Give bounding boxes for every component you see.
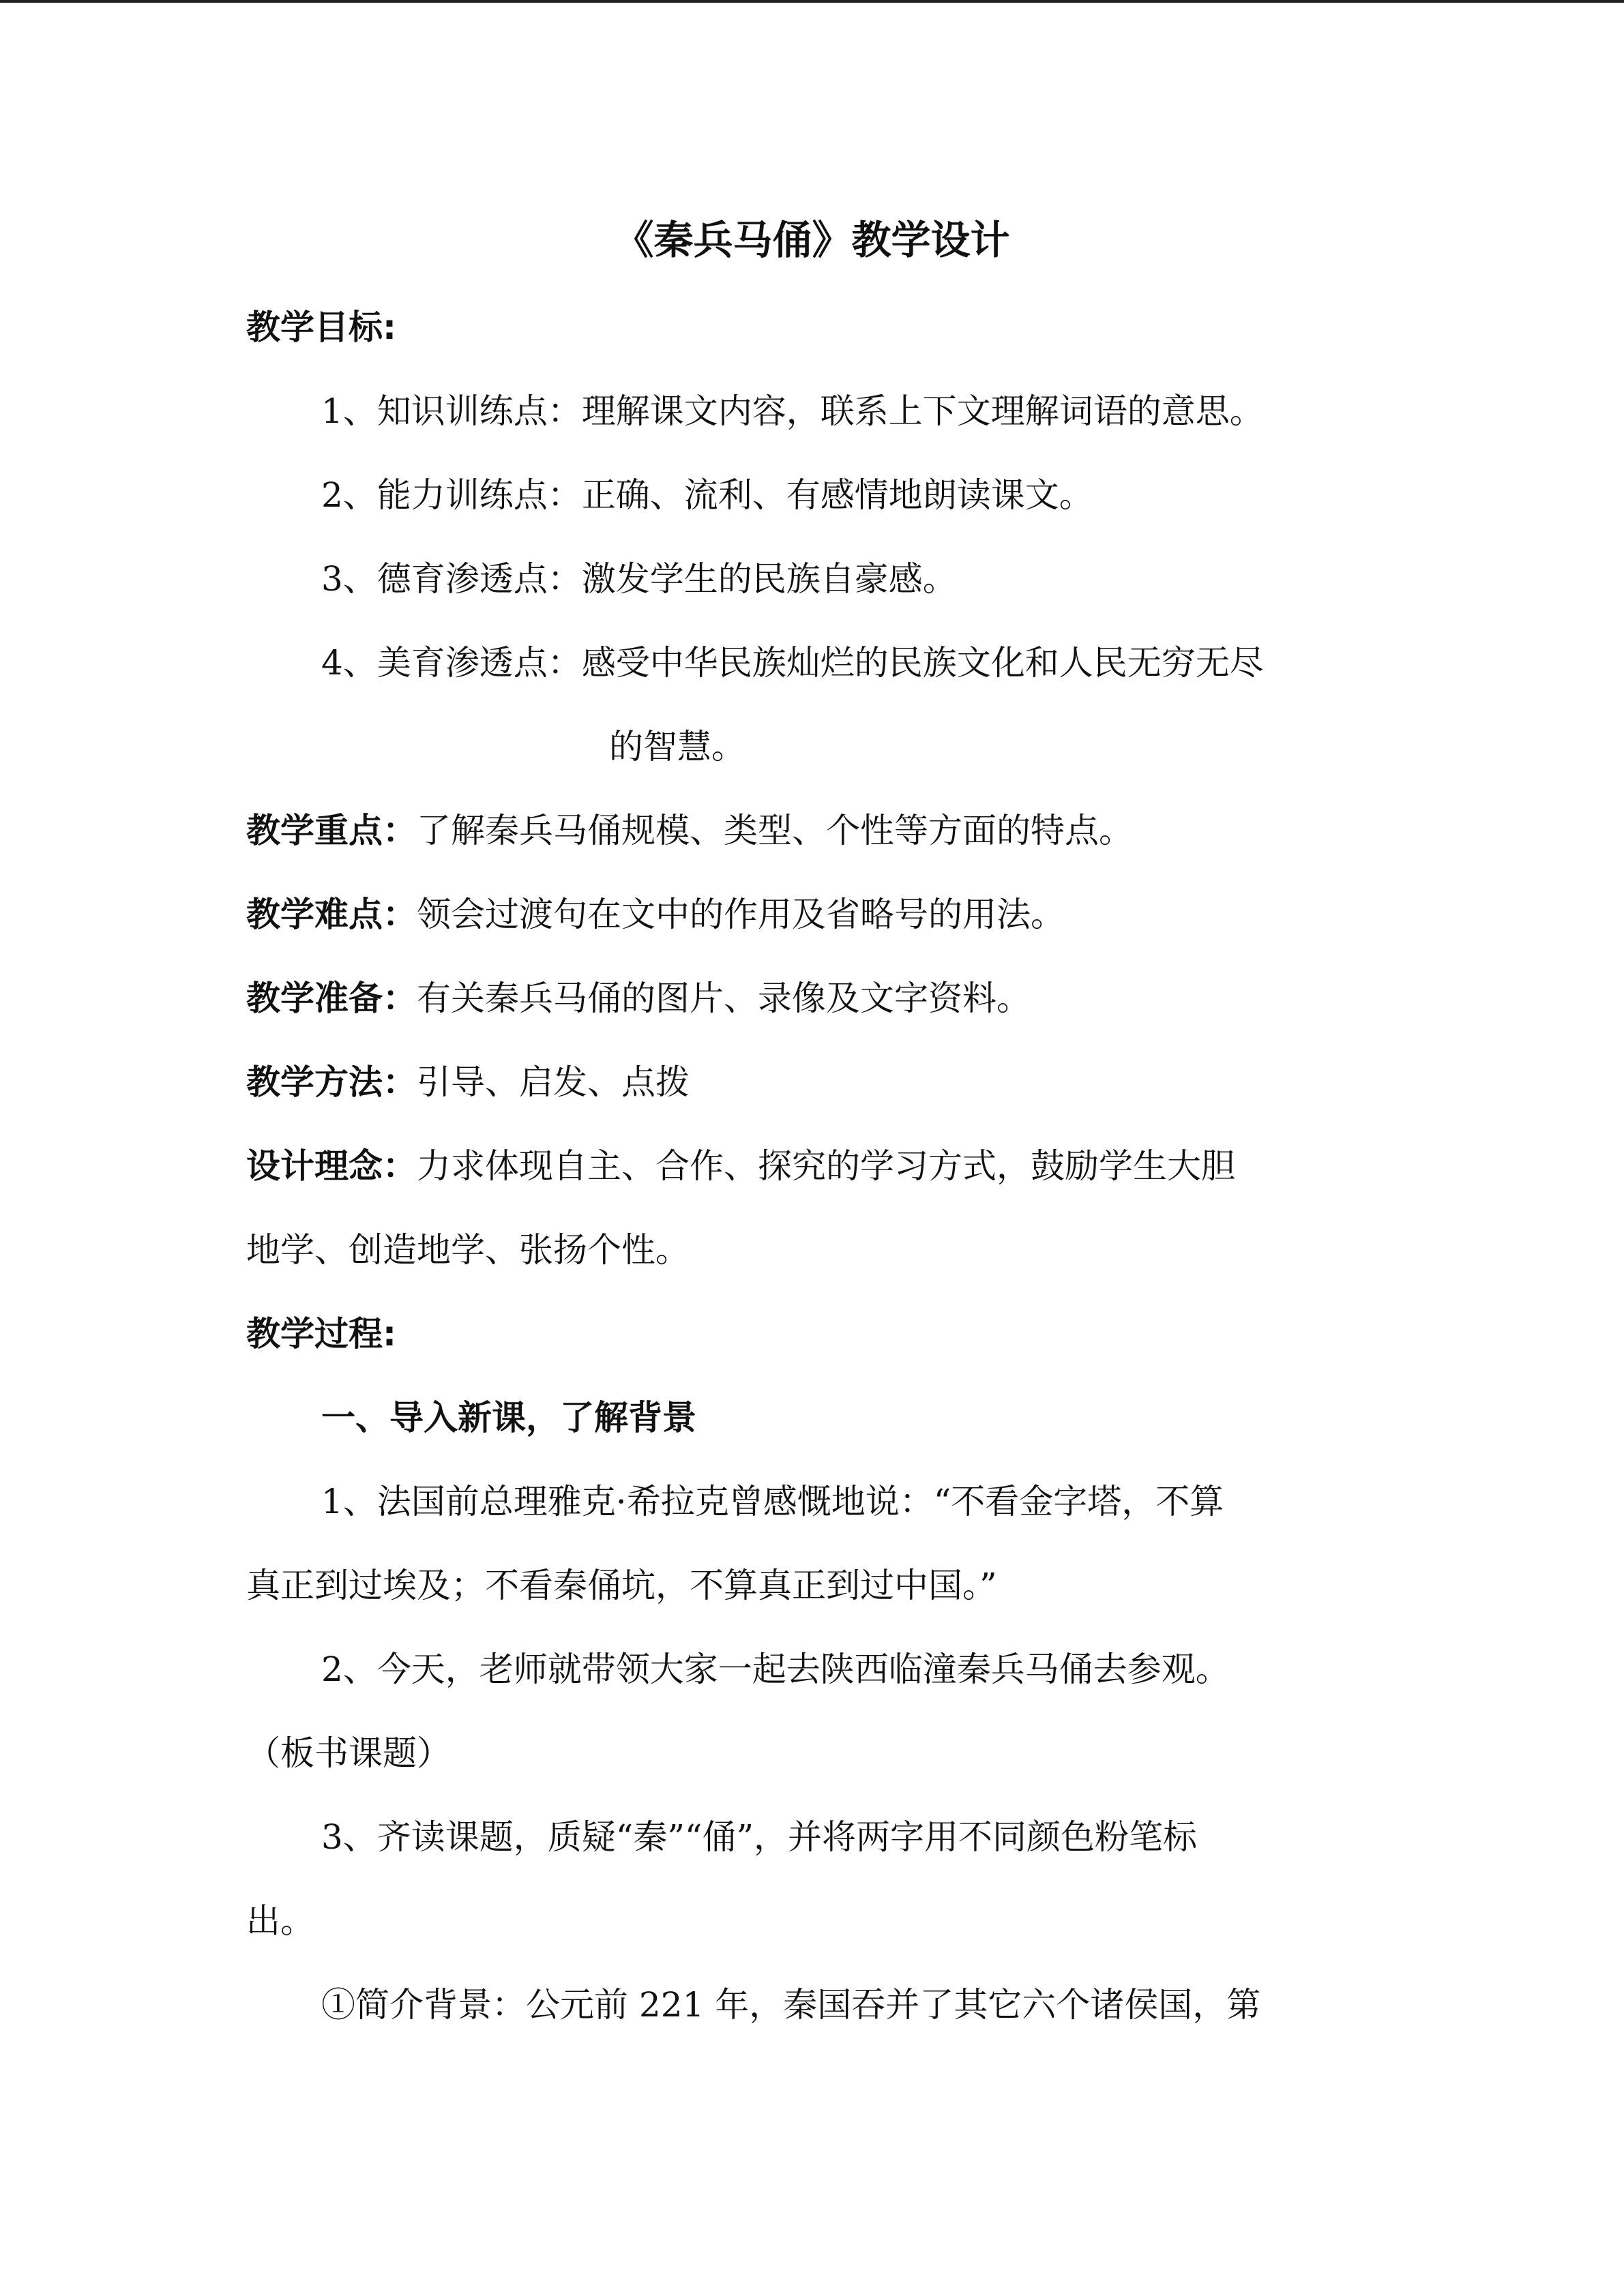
method [246,1062,690,1103]
preparation-text: 有关秦兵马俑的图片、录像及文字资料。 [417,979,1031,1018]
objective-item-3 [321,558,957,599]
difficulty-label: 教学难点： [246,895,417,934]
objective-text: 正确、流利、有感情地朗读课文。 [581,475,1093,515]
objective-item-2 [321,475,1093,516]
paragraph-4-line-1: ①简介背景：公元前 221 年，秦国吞并了其它六个诸侯国，第 [321,1985,1261,2025]
concept-label: 设计理念： [246,1146,417,1186]
difficulty-text: 领会过渡句在文中的作用及省略号的用法。 [417,895,1065,934]
preparation-label: 教学准备： [246,979,417,1018]
paragraph-1-line-2: 真正到过埃及；不看秦俑坑，不算真正到过中国。” [246,1566,997,1605]
objective-item-4 [321,642,1264,683]
objective-item-4-continuation: 的智慧。 [609,727,745,766]
section-heading-1: 一、导入新课，了解背景 [321,1398,696,1437]
concept-continuation: 地学、创造地学、张扬个性。 [246,1230,690,1270]
concept-text: 力求体现自主、合作、探究的学习方式，鼓励学生大胆 [417,1146,1235,1186]
objective-text: 理解课文内容，联系上下文理解词语的意思。 [581,391,1264,431]
objective-text: 激发学生的民族自豪感。 [581,559,957,599]
key-point [246,810,1133,851]
paragraph-3-line-2: 出。 [246,1901,314,1941]
objective-label: 2、能力训练点： [321,475,582,515]
process-heading: 教学过程: [246,1314,396,1354]
key-point-label: 教学重点： [246,811,417,850]
objective-item-1 [321,391,1264,432]
objective-label: 3、德育渗透点： [321,559,582,599]
paragraph-1-line-1: 1、法国前总理雅克·希拉克曾感慨地说：“不看金字塔，不算 [321,1482,1224,1521]
difficulty [246,894,1065,935]
key-point-text: 了解秦兵马俑规模、类型、个性等方面的特点。 [417,811,1133,850]
objective-label: 1、知识训练点： [321,391,582,431]
page-top-border [0,0,1624,3]
preparation [246,978,1031,1019]
method-text: 引导、启发、点拨 [417,1062,690,1102]
document-title: 《秦兵马俑》教学设计 [614,217,1010,263]
method-label: 教学方法： [246,1062,417,1102]
objective-text: 感受中华民族灿烂的民族文化和人民无穷无尽 [581,643,1264,683]
objectives-heading: 教学目标: [246,308,396,347]
paragraph-3-line-1: 3、齐读课题，质疑“秦”“俑”，并将两字用不同颜色粉笔标 [321,1817,1198,1857]
objective-label: 4、美育渗透点： [321,643,582,683]
concept [246,1146,1235,1187]
paragraph-2-line-2: （板书课题） [246,1733,451,1773]
paragraph-2-line-1: 2、今天，老师就带领大家一起去陕西临潼秦兵马俑去参观。 [321,1650,1230,1689]
